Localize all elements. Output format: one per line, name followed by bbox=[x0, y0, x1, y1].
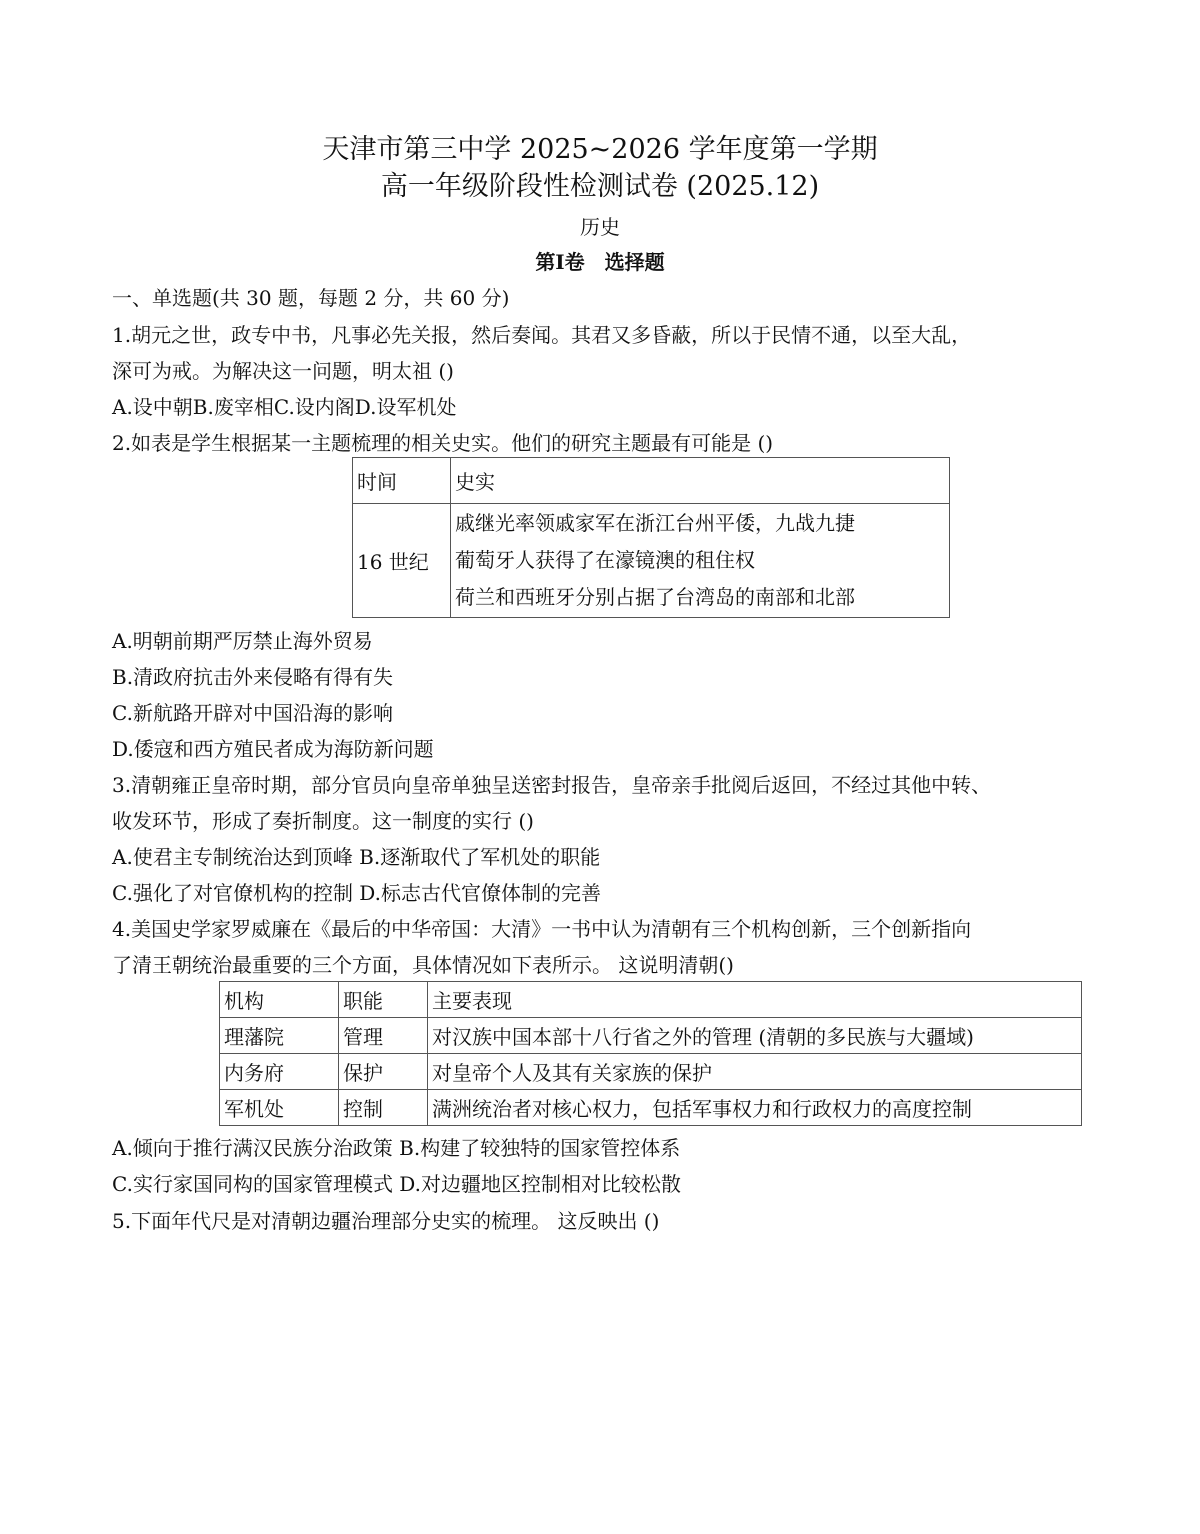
q2-header-facts: 史实 bbox=[451, 458, 950, 504]
q4-cell: 对汉族中国本部十八行省之外的管理 (清朝的多民族与大疆域) bbox=[428, 1018, 1082, 1054]
q2-option-d: D.倭寇和西方殖民者成为海防新问题 bbox=[112, 737, 434, 761]
q4-cell: 对皇帝个人及其有关家族的保护 bbox=[428, 1054, 1082, 1090]
q2-period-cell: 16 世纪 bbox=[353, 504, 451, 618]
q1-stem-line2: 深可为戒。为解决这一问题，明太祖 () bbox=[112, 359, 454, 383]
exam-title-line1: 天津市第三中学 2025~2026 学年度第一学期 bbox=[322, 134, 878, 165]
q2-fact-1: 戚继光率领戚家军在浙江台州平倭，九战九捷 bbox=[455, 511, 855, 535]
q3-options-line2: C.强化了对官僚机构的控制 D.标志古代官僚体制的完善 bbox=[112, 881, 601, 905]
q4-table-row bbox=[220, 1054, 1082, 1090]
q4-cell: 管理 bbox=[339, 1018, 428, 1054]
subject-label: 历史 bbox=[580, 215, 620, 239]
q2-table-row bbox=[353, 504, 950, 618]
q2-fact-2: 葡萄牙人获得了在濠镜澳的租住权 bbox=[455, 548, 755, 572]
q4-header-manifestation: 主要表现 bbox=[428, 982, 1082, 1018]
q3-stem-line1: 3.清朝雍正皇帝时期，部分官员向皇帝单独呈送密封报告，皇帝亲手批阅后返回，不经过其他中转、 bbox=[112, 773, 992, 797]
q2-fact-3: 荷兰和西班牙分别占据了台湾岛的南部和北部 bbox=[455, 585, 855, 609]
part-heading: 第Ⅰ卷 选择题 bbox=[535, 250, 665, 274]
q1-stem-line1: 1.胡元之世，政专中书，凡事必先关报，然后奏闻。其君又多昏蔽，所以于民情不通，以至大乱， bbox=[112, 323, 972, 347]
q4-table-row bbox=[220, 1090, 1082, 1126]
exam-title-line2: 高一年级阶段性检测试卷 (2025.12) bbox=[380, 171, 820, 202]
q4-header-institution: 机构 bbox=[220, 982, 339, 1018]
q4-table bbox=[219, 981, 1082, 1126]
q2-table bbox=[352, 457, 950, 618]
q3-stem-line2: 收发环节，形成了奏折制度。这一制度的实行 () bbox=[112, 809, 534, 833]
q4-cell: 保护 bbox=[339, 1054, 428, 1090]
q5-stem: 5.下面年代尺是对清朝边疆治理部分史实的梳理。 这反映出 () bbox=[112, 1209, 660, 1233]
q4-cell: 内务府 bbox=[220, 1054, 339, 1090]
q2-option-c: C.新航路开辟对中国沿海的影响 bbox=[112, 701, 393, 725]
q2-header-time: 时间 bbox=[353, 458, 451, 504]
section-heading: 一、单选题(共 30 题，每题 2 分，共 60 分) bbox=[112, 286, 510, 310]
q2-option-b: B.清政府抗击外来侵略有得有失 bbox=[112, 665, 394, 689]
q4-cell: 满洲统治者对核心权力，包括军事权力和行政权力的高度控制 bbox=[428, 1090, 1082, 1126]
q2-stem: 2.如表是学生根据某一主题梳理的相关史实。他们的研究主题最有可能是 () bbox=[112, 431, 774, 455]
q4-stem-line2: 了清王朝统治最重要的三个方面，具体情况如下表所示。 这说明清朝() bbox=[112, 953, 734, 977]
q4-cell: 军机处 bbox=[220, 1090, 339, 1126]
q4-cell: 控制 bbox=[339, 1090, 428, 1126]
q4-table-header-row bbox=[220, 982, 1082, 1018]
q4-stem-line1: 4.美国史学家罗威廉在《最后的中华帝国：大清》一书中认为清朝有三个机构创新，三个创新指向 bbox=[112, 917, 972, 941]
q4-options-line1: A.倾向于推行满汉民族分治政策 B.构建了较独特的国家管控体系 bbox=[112, 1136, 681, 1160]
q2-facts-cell bbox=[451, 504, 950, 618]
q3-options-line1: A.使君主专制统治达到顶峰 B.逐渐取代了军机处的职能 bbox=[112, 845, 601, 869]
q2-option-a: A.明朝前期严厉禁止海外贸易 bbox=[112, 629, 373, 653]
q4-cell: 理藩院 bbox=[220, 1018, 339, 1054]
q4-options-line2: C.实行家国同构的国家管理模式 D.对边疆地区控制相对比较松散 bbox=[112, 1172, 681, 1196]
q2-table-header-row bbox=[353, 458, 950, 504]
q1-options: A.设中朝B.废宰相C.设内阁D.设军机处 bbox=[112, 395, 457, 419]
q4-table-row bbox=[220, 1018, 1082, 1054]
q4-header-function: 职能 bbox=[339, 982, 428, 1018]
